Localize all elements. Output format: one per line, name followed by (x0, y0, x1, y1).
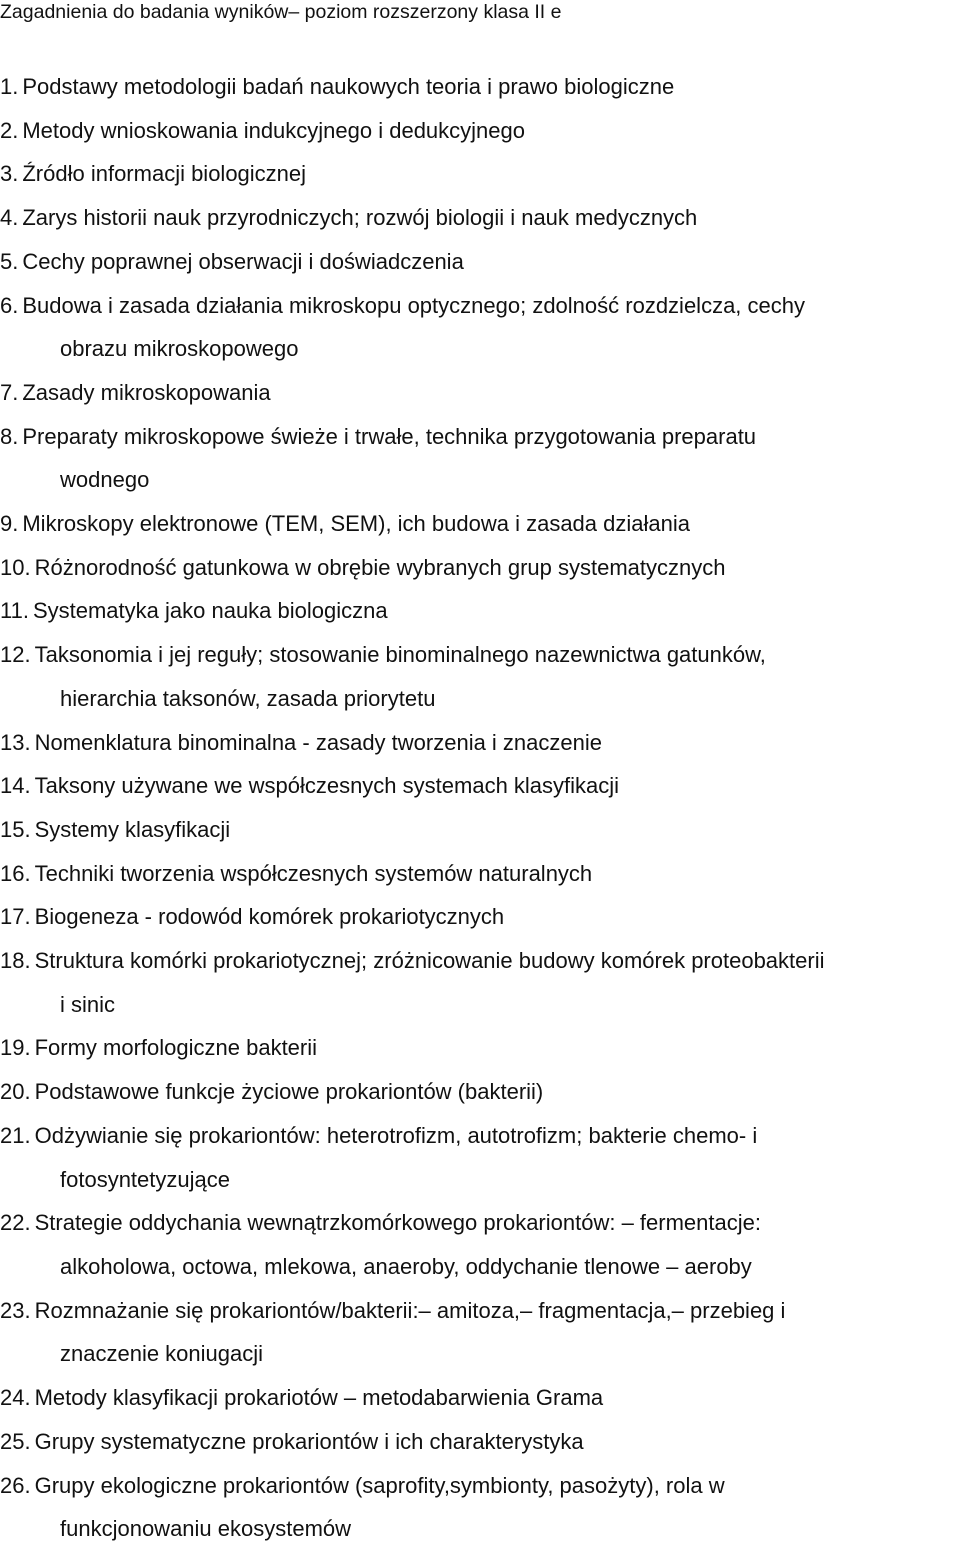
topic-number: 6. (0, 292, 19, 318)
topic-item (0, 1201, 958, 1288)
topic-text: Taksony używane we współczesnych systemach klasyfikacji (34, 773, 620, 799)
topic-text: Formy morfologiczne bakterii (34, 1035, 318, 1061)
topic-text: Odżywianie się prokariontów: heterotrofizm, autotrofizm; bakterie chemo- i (34, 1122, 758, 1148)
topic-item (0, 240, 958, 284)
page-title: Zagadnienia do badania wyników– poziom rozszerzony klasa II e (0, 1, 562, 23)
topic-line (0, 1376, 958, 1420)
topic-number: 18. (0, 948, 31, 974)
topic-text: Taksonomia i jej reguły; stosowanie binominalnego nazewnictwa gatunków, (34, 642, 766, 668)
topic-number: 17. (0, 904, 31, 930)
topic-continuation: alkoholowa, octowa, mlekowa, anaeroby, oddychanie tlenowe – aeroby (60, 1253, 752, 1279)
topic-text: Grupy systematyczne prokariontów i ich charakterystyka (34, 1428, 584, 1454)
topic-item (0, 284, 958, 371)
topic-item (0, 371, 958, 415)
topic-item (0, 852, 958, 896)
topic-item (0, 65, 958, 109)
topic-item (0, 415, 958, 502)
topic-text: Podstawowe funkcje życiowe prokariontów (bakterii) (34, 1079, 544, 1105)
topic-text: Podstawy metodologii badań naukowych teoria i prawo biologiczne (22, 74, 675, 99)
topic-continuation: i sinic (60, 991, 116, 1017)
topic-line (0, 196, 958, 240)
topic-item (0, 633, 958, 720)
topic-item (0, 1464, 958, 1551)
topic-item (0, 152, 958, 196)
topic-line (0, 721, 958, 765)
topic-number: 16. (0, 860, 31, 886)
topic-text: Strategie oddychania wewnątrzkomórkowego prokariontów: – fermentacje: (34, 1210, 761, 1236)
topic-line (0, 415, 958, 459)
topic-line (0, 65, 958, 109)
topic-continuation: hierarchia taksonów, zasada priorytetu (60, 685, 436, 711)
topic-number: 12. (0, 642, 31, 668)
topic-text: Systematyka jako nauka biologiczna (32, 598, 388, 624)
topic-item (0, 721, 958, 765)
topic-list (0, 65, 958, 1551)
topic-line (0, 1070, 958, 1114)
topic-line (0, 633, 958, 677)
topic-number: 25. (0, 1428, 31, 1454)
topic-line (0, 502, 958, 546)
topic-text: Biogeneza - rodowód komórek prokariotycznych (34, 904, 505, 930)
topic-number: 23. (0, 1297, 31, 1323)
topic-line (0, 1114, 958, 1158)
topic-number: 14. (0, 773, 31, 799)
topic-number: 11. (0, 598, 29, 624)
topic-item (0, 1026, 958, 1070)
topic-line (0, 371, 958, 415)
topic-item (0, 546, 958, 590)
topic-item (0, 1420, 958, 1464)
topic-number: 3. (0, 161, 19, 187)
topic-number: 4. (0, 205, 19, 231)
topic-line (0, 284, 958, 328)
topic-line (0, 109, 958, 153)
topic-text: Budowa i zasada działania mikroskopu optycznego; zdolność rozdzielcza, cechy (22, 292, 806, 318)
topic-number: 2. (0, 117, 19, 143)
topic-item (0, 1289, 958, 1376)
topic-item (0, 589, 958, 633)
topic-text: Nomenklatura binominalna - zasady tworzenia i znaczenie (34, 729, 602, 755)
topic-item (0, 939, 958, 1026)
topic-item (0, 109, 958, 153)
topic-item (0, 502, 958, 546)
topic-line (0, 546, 958, 590)
topic-text: Rozmnażanie się prokariontów/bakterii:– amitoza,– fragmentacja,– przebieg i (34, 1297, 786, 1323)
topic-item (0, 1376, 958, 1420)
topic-text: Struktura komórki prokariotycznej; zróżnicowanie budowy komórek proteobakterii (34, 948, 825, 974)
topic-line (0, 808, 958, 852)
topic-item (0, 1114, 958, 1201)
topic-item (0, 808, 958, 852)
topic-number: 1. (0, 74, 19, 99)
topic-text: Systemy klasyfikacji (34, 816, 231, 842)
topic-number: 9. (0, 511, 19, 537)
topic-number: 7. (0, 379, 19, 405)
topic-item (0, 1070, 958, 1114)
topic-line (0, 895, 958, 939)
topic-line (0, 1464, 958, 1508)
topic-item (0, 764, 958, 808)
topic-number: 13. (0, 729, 31, 755)
topic-text: Różnorodność gatunkowa w obrębie wybranych grup systematycznych (34, 554, 726, 580)
topic-continuation: wodnego (60, 467, 150, 493)
topic-line (0, 1201, 958, 1245)
topic-text: Mikroskopy elektronowe (TEM, SEM), ich budowa i zasada działania (22, 511, 690, 537)
topic-line (0, 852, 958, 896)
topic-text: Cechy poprawnej obserwacji i doświadczenia (22, 248, 464, 274)
topic-number: 15. (0, 816, 31, 842)
topic-item (0, 196, 958, 240)
topic-number: 21. (0, 1122, 31, 1148)
topic-number: 20. (0, 1079, 31, 1105)
topic-number: 19. (0, 1035, 31, 1061)
topic-continuation: znaczenie koniugacji (60, 1341, 264, 1367)
topic-number: 22. (0, 1210, 31, 1236)
topic-text: Grupy ekologiczne prokariontów (saprofity,symbionty, pasożyty), rola w (34, 1472, 725, 1498)
topic-line (0, 152, 958, 196)
topic-text: Zasady mikroskopowania (22, 379, 271, 405)
topic-line (0, 939, 958, 983)
topic-text: Preparaty mikroskopowe świeże i trwałe, technika przygotowania preparatu (22, 423, 757, 449)
topic-continuation: funkcjonowaniu ekosystemów (60, 1516, 352, 1542)
topic-text: Zarys historii nauk przyrodniczych; rozwój biologii i nauk medycznych (22, 205, 698, 231)
topic-text: Metody wnioskowania indukcyjnego i dedukcyjnego (22, 117, 525, 143)
topic-number: 5. (0, 248, 19, 274)
topic-line (0, 589, 958, 633)
topic-number: 26. (0, 1472, 31, 1498)
topic-line (0, 240, 958, 284)
topic-line (0, 764, 958, 808)
topic-text: Źródło informacji biologicznej (22, 161, 307, 187)
topic-line (0, 1289, 958, 1333)
topic-line (0, 1420, 958, 1464)
topic-number: 10. (0, 554, 31, 580)
topic-number: 24. (0, 1385, 31, 1411)
topic-text: Techniki tworzenia współczesnych systemów naturalnych (34, 860, 593, 886)
topic-number: 8. (0, 423, 19, 449)
topic-text: Metody klasyfikacji prokariotów – metodabarwienia Grama (34, 1385, 604, 1411)
topic-item (0, 895, 958, 939)
topic-continuation: obrazu mikroskopowego (60, 336, 299, 362)
topic-continuation: fotosyntetyzujące (60, 1166, 230, 1192)
topic-line (0, 1026, 958, 1070)
